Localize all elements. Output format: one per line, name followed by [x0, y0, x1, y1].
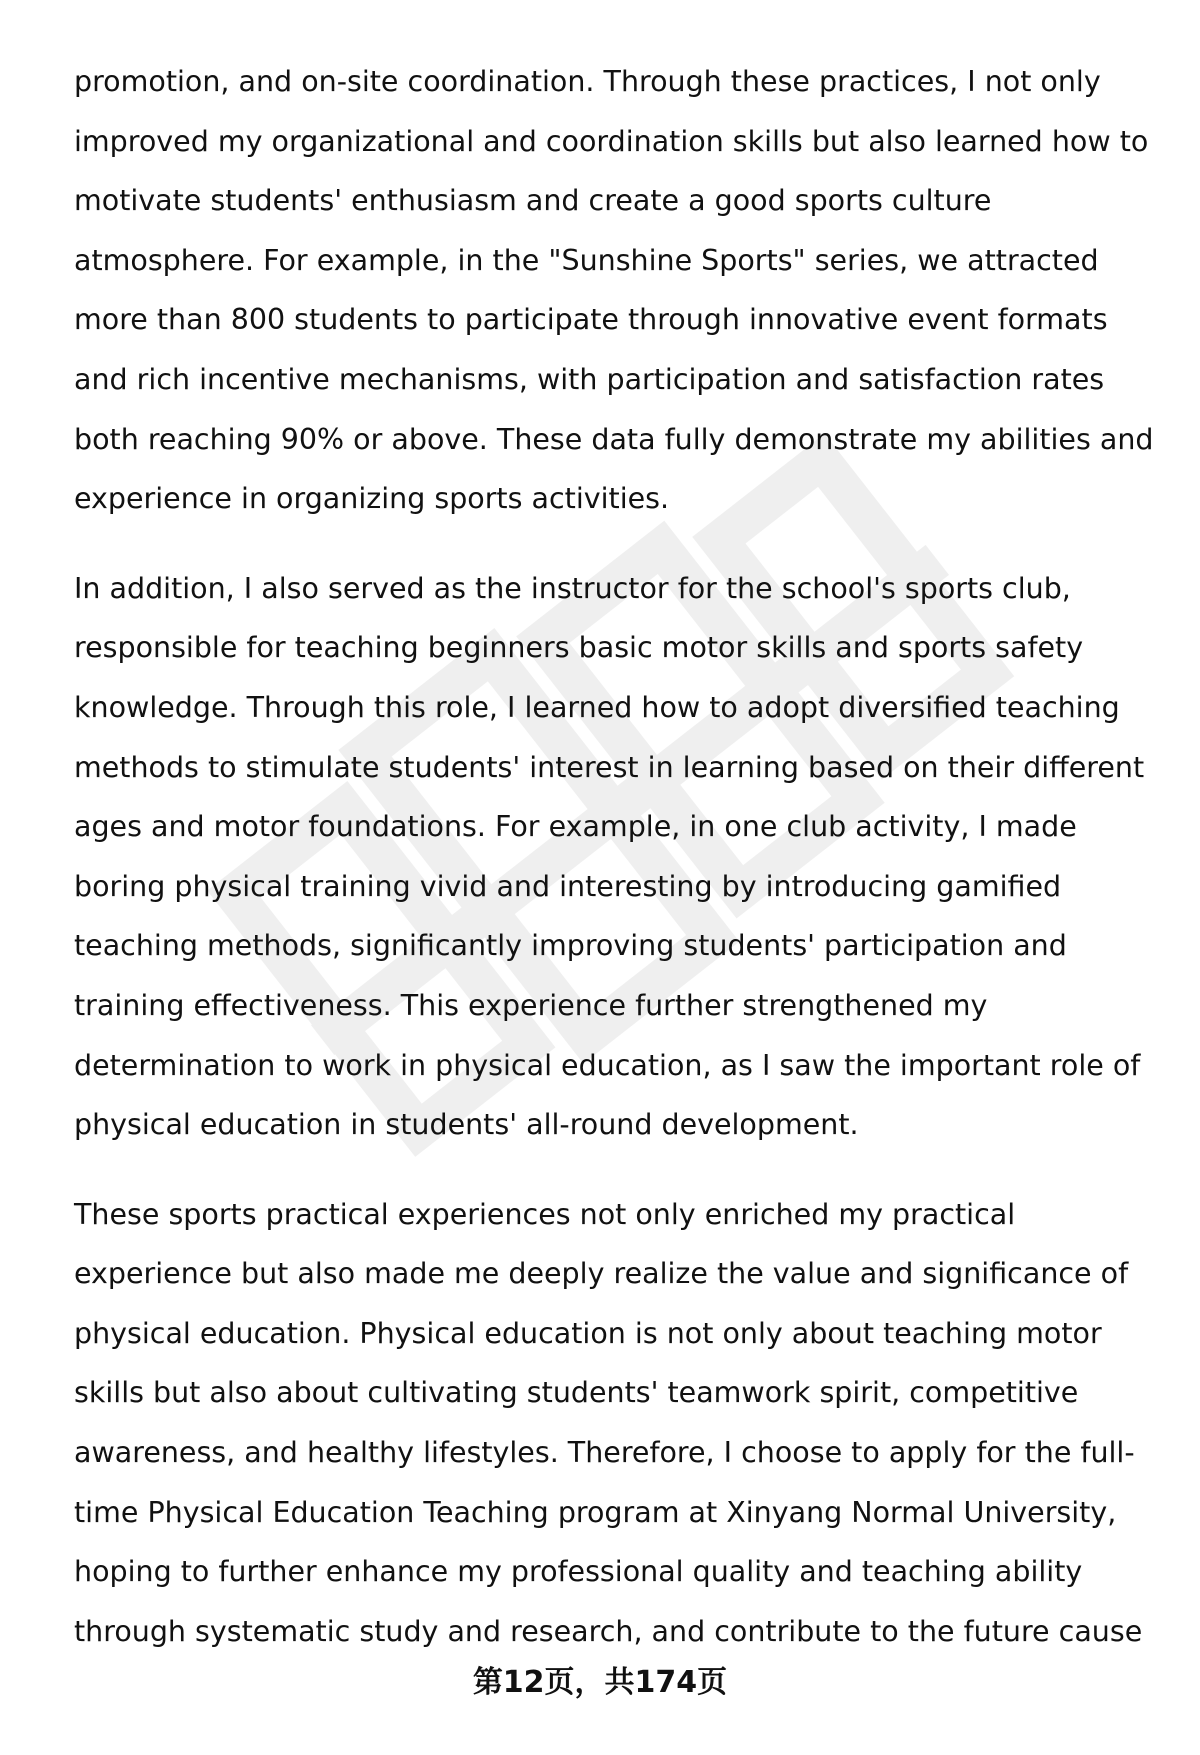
text-line: more than 800 students to participate through innovative event formats — [74, 303, 1108, 337]
paragraph-2 — [74, 559, 1154, 1155]
text-line: through systematic study and research, and contribute to the future cause — [74, 1614, 1143, 1648]
text-line: responsible for teaching beginners basic motor skills and sports safety — [74, 631, 1084, 665]
text-line: hoping to further enhance my professional quality and teaching ability — [74, 1555, 1083, 1589]
document-body — [74, 52, 1154, 1691]
text-line: physical education in students' all-round development. — [74, 1108, 859, 1142]
text-line: awareness, and healthy lifestyles. Therefore, I choose to apply for the full- — [74, 1436, 1135, 1470]
text-line: improved my organizational and coordination skills but also learned how to — [74, 124, 1149, 158]
text-line: motivate students' enthusiasm and create a good sports culture — [74, 184, 992, 218]
text-line: and rich incentive mechanisms, with participation and satisfaction rates — [74, 362, 1105, 396]
text-line: training effectiveness. This experience further strengthened my — [74, 988, 988, 1022]
text-line: skills but also about cultivating students' teamwork spirit, competitive — [74, 1376, 1079, 1410]
text-line: In addition, I also served as the instructor for the school's sports club, — [74, 571, 1071, 605]
text-line: teaching methods, significantly improving students' participation and — [74, 929, 1067, 963]
text-line: atmosphere. For example, in the "Sunshine Sports" series, we attracted — [74, 243, 1099, 277]
paragraph-1 — [74, 52, 1154, 529]
text-line: boring physical training vivid and interesting by introducing gamified — [74, 869, 1062, 903]
text-line: physical education. Physical education is not only about teaching motor — [74, 1316, 1102, 1350]
text-line: methods to stimulate students' interest in learning based on their different — [74, 750, 1145, 784]
text-line: ages and motor foundations. For example, in one club activity, I made — [74, 810, 1077, 844]
text-line: time Physical Education Teaching program at Xinyang Normal University, — [74, 1495, 1117, 1529]
text-line: determination to work in physical education, as I saw the important role of — [74, 1048, 1141, 1082]
text-line: These sports practical experiences not only enriched my practical — [74, 1197, 1016, 1231]
text-line: promotion, and on-site coordination. Through these practices, I not only — [74, 65, 1101, 98]
text-line: experience but also made me deeply realize the value and significance of — [74, 1257, 1129, 1291]
text-line: knowledge. Through this role, I learned how to adopt diversified teaching — [74, 690, 1120, 724]
text-line: both reaching 90% or above. These data fully demonstrate my abilities and — [74, 422, 1154, 456]
page-number-footer: 第12页，共174页 — [472, 1665, 728, 1700]
text-line: experience in organizing sports activities. — [74, 482, 670, 516]
paragraph-3 — [74, 1185, 1154, 1662]
